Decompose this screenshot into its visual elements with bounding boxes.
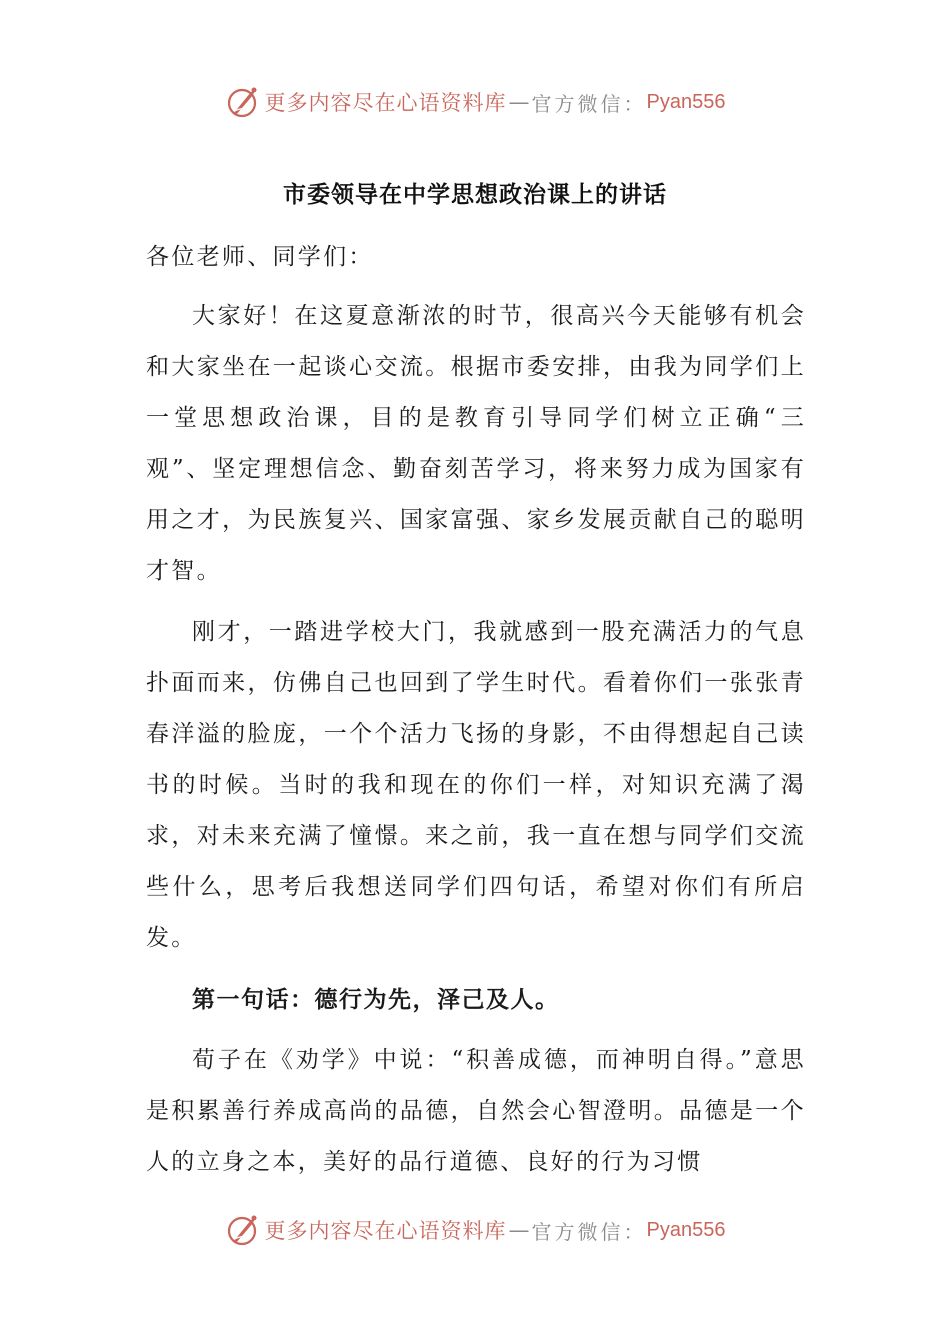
wechat-label: 官方微信： [531,91,647,116]
banner-dash: — [508,90,530,114]
document-title: 市委领导在中学思想政治课上的讲话 [283,181,667,208]
section-heading: 第一句话：德行为先，泽己及人。 [192,986,560,1013]
quill-pen-logo-icon [225,1212,261,1248]
salutation: 各位老师、同学们： [146,244,374,270]
wechat-id: Pyan556 [646,1218,726,1241]
document-body [146,232,806,1198]
banner-slogan: 更多内容尽在心语资料库 [264,91,507,115]
header-banner [0,80,950,124]
banner-slogan: 更多内容尽在心语资料库 [264,1219,507,1243]
section-paragraph: 荀子在《劝学》中说：“积善成德，而神明自得。”意思是积累善行养成高尚的品德，自然会心智澄明。品德是一个人的立身之本，美好的品行道德、良好的行为习惯 [146,1047,806,1175]
quill-pen-logo-icon [225,84,261,120]
wechat-label: 官方微信： [531,1219,647,1244]
banner-dash: — [508,1218,530,1242]
paragraph-1: 大家好！在这夏意渐浓的时节，很高兴今天能够有机会和大家坐在一起谈心交流。根据市委安排，由我为同学们上一堂思想政治课，目的是教育引导同学们树立正确“三观”、坚定理想信念、勤奋刻苦学习，将来努力成为国家有用之才，为民族复兴、国家富强、家乡发展贡献自己的聪明才智。 [146,303,806,584]
footer-banner [0,1208,950,1252]
wechat-id: Pyan556 [646,90,726,113]
paragraph-2: 刚才，一踏进学校大门，我就感到一股充满活力的气息扑面而来，仿佛自己也回到了学生时代。看着你们一张张青春洋溢的脸庞，一个个活力飞扬的身影，不由得想起自己读书的时候。当时的我和现在的你们一样，对知识充满了渴求，对未来充满了憧憬。来之前，我一直在想与同学们交流些什么，思考后我想送同学们四句话，希望对你们有所启发。 [146,619,806,951]
